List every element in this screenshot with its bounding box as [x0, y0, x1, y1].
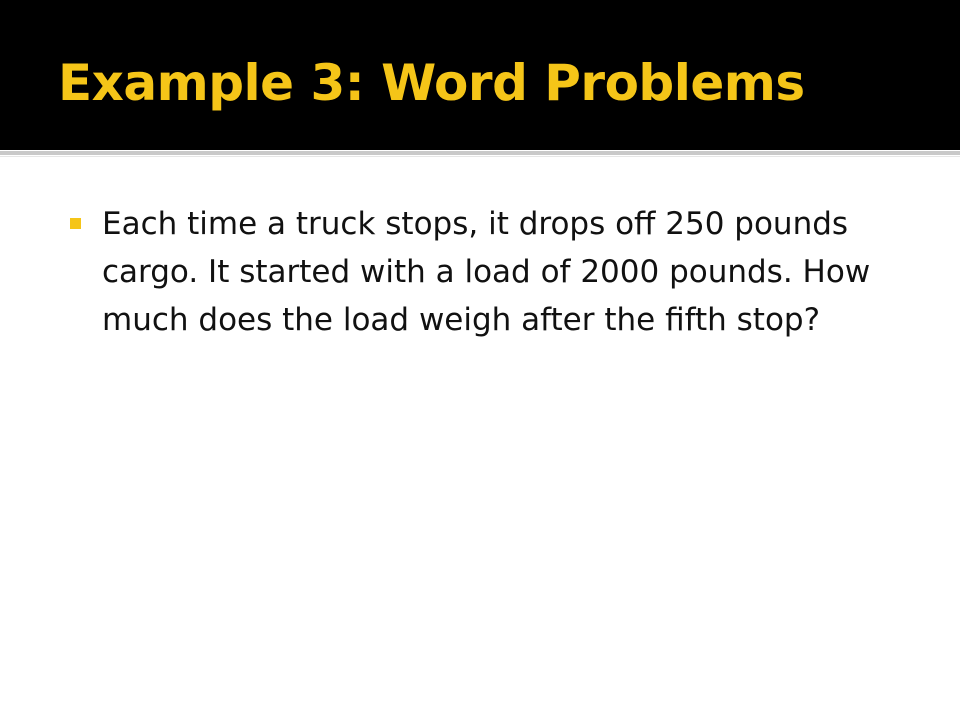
slide-body [70, 200, 920, 344]
bullet-item [70, 200, 920, 344]
slide-title: Example 3: Word Problems [58, 54, 805, 112]
title-divider [0, 151, 960, 155]
square-bullet-icon [70, 218, 81, 229]
bullet-text: Each time a truck stops, it drops off 250 pounds cargo. It started with a load of 2000 pounds. How much does the load weigh after the fifth stop? [102, 206, 871, 338]
title-divider-shadow [0, 156, 960, 157]
title-bar [0, 0, 960, 150]
